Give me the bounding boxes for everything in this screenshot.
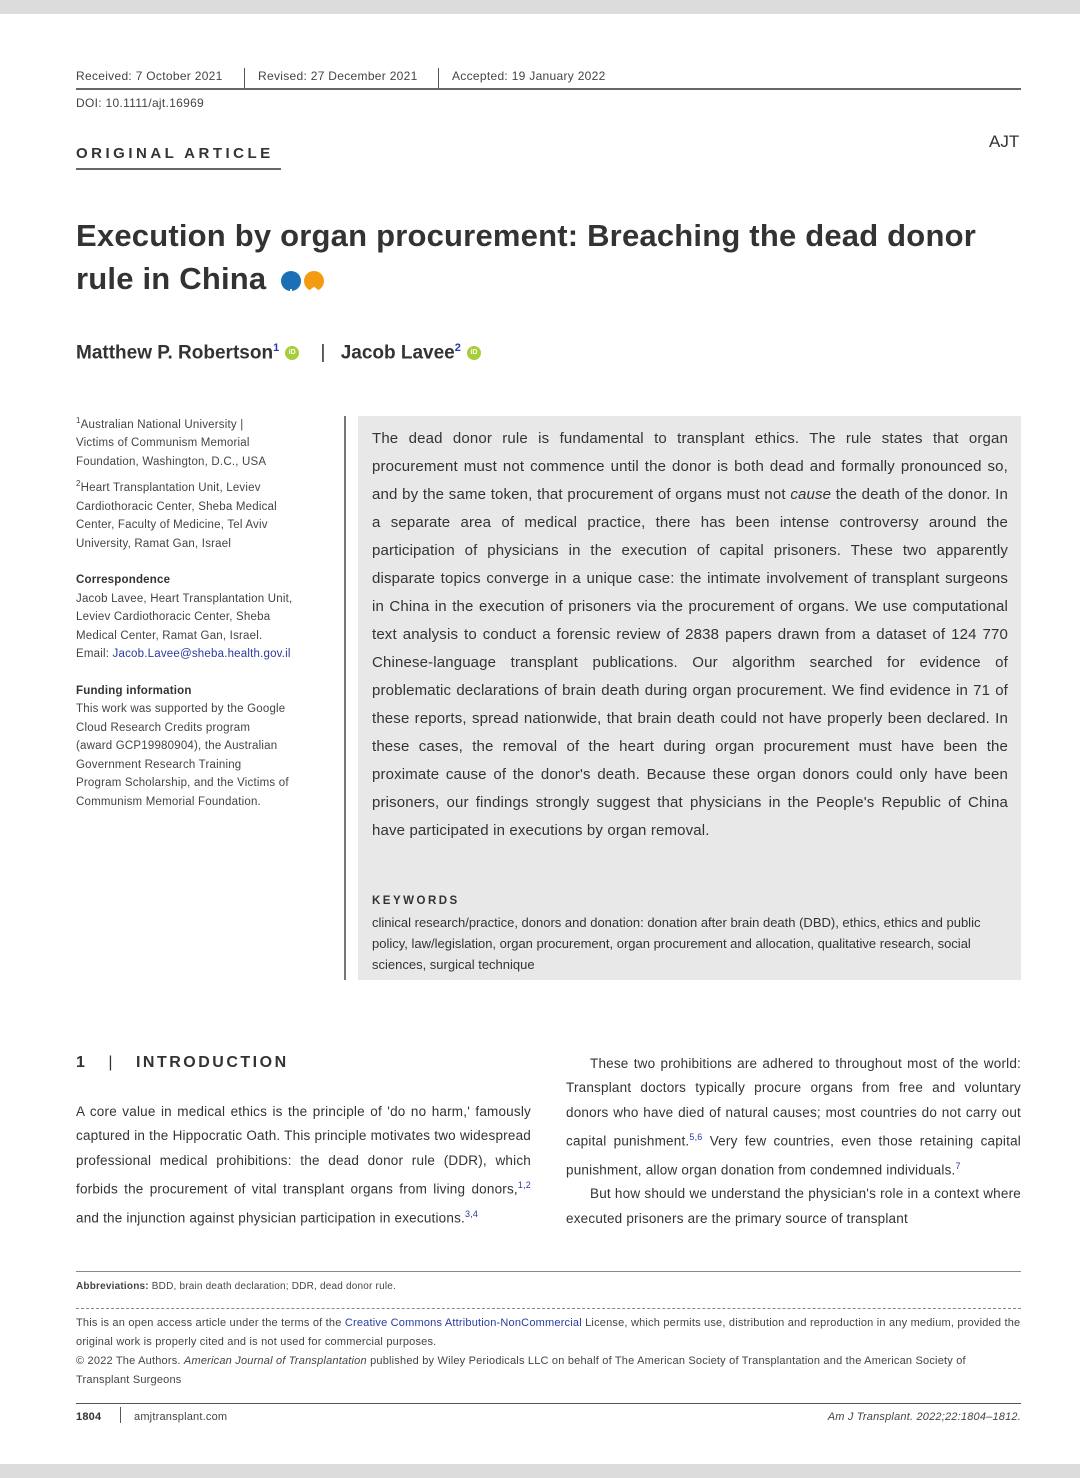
abstract-text (372, 425, 1008, 845)
funding-information (76, 682, 336, 812)
citation-ref[interactable]: 1,2 (517, 1179, 531, 1190)
abstract-accent-bar (344, 416, 346, 980)
check-for-updates-icon[interactable] (281, 271, 301, 291)
body-text: Very few countries, even those retaining capital punishment, allow organ donation from condemned individuals. (566, 1133, 1021, 1178)
body-text: and the injunction against physician participation in executions. (76, 1210, 465, 1226)
correspondence-heading: Correspondence (76, 574, 171, 587)
affiliation-sup: 2 (76, 479, 81, 489)
author-affiliation-sup: 2 (454, 342, 461, 354)
author-name[interactable]: Matthew P. Robertson (76, 342, 274, 364)
affiliations-panel (76, 412, 336, 811)
abstract-emphasis: cause (790, 486, 832, 503)
body-text: A core value in medical ethics is the principle of 'do no harm,' famously captured in the Hippocratic Oath. This principle motivates two widespread professional medical prohibitions: the dead donor rule (DDR), which forbids the procurement of vital transplant organs from living donors, (76, 1104, 531, 1197)
open-access-icon[interactable] (304, 271, 324, 291)
copyright-text: published by Wiley Periodicals LLC on behalf of The American Society of Transplantation and the American Society of Transplant Surgeons (76, 1355, 966, 1386)
correspondence (76, 571, 336, 664)
divider (438, 68, 439, 88)
body-text: These two prohibitions are adhered to throughout most of the world: Transplant doctors typically procure organs from free and voluntary donors who have died of natural causes; most countries do not carry out capital punishment. (566, 1056, 1021, 1149)
abstract-box (358, 416, 1021, 980)
revised-date: Revised: 27 December 2021 (258, 69, 418, 83)
title-line-2 (76, 257, 1026, 300)
intro-left-column (76, 1100, 531, 1230)
abbreviations-label: Abbreviations: (76, 1281, 149, 1292)
divider (244, 68, 245, 88)
title-line-2-text: rule in China (76, 261, 267, 296)
abstract-part: the death of the donor. In a separate area of medical practice, there has been intense controversy around the participation of physicians in the execution of capital prisoners. These two apparently disparate topics converge in a unique case: the intimate involvement of transplant surgeons in China in the execution of prisoners via the procurement of organs. We use computational text analysis to conduct a forensic review of 2838 papers drawn from a dataset of 124 770 Chinese-language transplant publications. Our algorithm searched for evidence of problematic declarations of brain death during organ procurement. We find evidence in 71 of these reports, spread nationwide, that brain death could not have properly been declared. In these cases, the removal of the heart during organ procurement must have been the proximate cause of the donor's death. Because these organ donors could only have been prisoners, our findings strongly suggest that physicians in the People's Republic of China have participated in executions by organ removal. (372, 486, 1008, 839)
section-title: INTRODUCTION (135, 1054, 289, 1071)
page-number: 1804 (76, 1411, 102, 1423)
section-underline (76, 168, 281, 170)
keywords: clinical research/practice, donors and donation: donation after brain death (DBD), ethics, ethics and public policy, law/legislation, organ procurement, organ procurement and allocation, qualitative research, social sciences, surgical technique (372, 915, 981, 972)
paragraph (566, 1052, 1021, 1182)
doi[interactable]: DOI: 10.1111/ajt.16969 (76, 96, 205, 110)
author-separator: | (320, 342, 326, 364)
section-label: ORIGINAL ARTICLE (76, 145, 274, 162)
affiliation-line: Cardiothoracic Center, Sheba Medical (76, 500, 277, 513)
journal-name: American Journal of Transplantation (183, 1355, 367, 1367)
license-notice (76, 1314, 1021, 1351)
funding-line: (award GCP19980904), the Australian (76, 740, 278, 753)
orcid-icon[interactable]: iD (285, 346, 299, 360)
citation-ref[interactable]: 7 (955, 1160, 961, 1171)
correspondence-line: Jacob Lavee, Heart Transplantation Unit, (76, 592, 293, 605)
email-link[interactable]: Jacob.Lavee@sheba.health.gov.il (112, 648, 291, 661)
funding-line: Government Research Training (76, 758, 242, 771)
funding-line: Program Scholarship, and the Victims of (76, 777, 289, 790)
funding-heading: Funding information (76, 684, 192, 697)
affiliation-line: University, Ramat Gan, Israel (76, 537, 232, 550)
funding-line: Communism Memorial Foundation. (76, 795, 261, 808)
author-list (76, 342, 481, 364)
paper-page (0, 14, 1080, 1464)
correspondence-line: Leviev Cardiothoracic Center, Sheba (76, 611, 271, 624)
citation: Am J Transplant. 2022;22:1804–1812. (827, 1411, 1021, 1423)
abbreviations (76, 1278, 396, 1297)
body-text: But how should we understand the physician's role in a context where executed prisoners are the primary source of transplant (566, 1186, 1021, 1226)
section-heading (76, 1054, 289, 1072)
funding-line: This work was supported by the Google (76, 703, 286, 716)
section-separator: | (108, 1054, 116, 1071)
paragraph (566, 1182, 1021, 1231)
keywords-heading: KEYWORDS (372, 895, 460, 907)
affiliation-line: Center, Faculty of Medicine, Tel Aviv (76, 519, 268, 532)
footer-rule (76, 1271, 1021, 1272)
license-text: License, which permits use, distribution and reproduction in any medium, provided the original work is properly cited and is not used for commercial purposes. (76, 1317, 1021, 1348)
abbreviations-text: BDD, brain death declaration; DDR, dead donor rule. (148, 1281, 397, 1292)
citation-ref[interactable]: 5,6 (689, 1131, 703, 1142)
affiliation-line: Australian National University | (80, 418, 244, 431)
affiliation-sup: 1 (76, 416, 81, 425)
copyright-text: © 2022 The Authors. (76, 1355, 184, 1367)
header-rule (76, 88, 1021, 90)
funding-line: Cloud Research Credits program (76, 721, 251, 734)
affiliation-line: Victims of Communism Memorial (76, 437, 250, 450)
divider (120, 1407, 121, 1423)
affiliation-1 (76, 412, 336, 471)
received-date: Received: 7 October 2021 (76, 69, 223, 83)
license-text: This is an open access article under the terms of the (76, 1317, 345, 1329)
accepted-date: Accepted: 19 January 2022 (452, 69, 606, 83)
journal-website[interactable]: amjtransplant.com (134, 1411, 228, 1423)
article-title (76, 214, 1026, 300)
dotted-divider (76, 1308, 1021, 1309)
affiliation-line: Foundation, Washington, D.C., USA (76, 455, 267, 468)
citation-ref[interactable]: 3,4 (465, 1208, 479, 1219)
correspondence-line: Medical Center, Ramat Gan, Israel. (76, 629, 263, 642)
abstract-part: The dead donor rule is fundamental to transplant ethics. The rule states that organ procurement must not commence until the donor is both dead and formally pronounced so, and by the same token, that procurement of organs must not (372, 430, 1008, 503)
title-line-1: Execution by organ procurement: Breaching the dead donor (76, 218, 976, 253)
copyright-notice (76, 1352, 1021, 1389)
orcid-icon[interactable]: iD (467, 346, 481, 360)
bottom-rule (76, 1403, 1021, 1404)
email-label: Email: (76, 648, 113, 661)
intro-right-column (566, 1052, 1021, 1231)
section-number: 1 (76, 1054, 88, 1071)
author-affiliation-sup: 1 (273, 342, 280, 354)
author-name[interactable]: Jacob Lavee (340, 342, 455, 364)
license-link[interactable]: Creative Commons Attribution-NonCommercial (344, 1317, 582, 1329)
affiliation-line: Heart Transplantation Unit, Leviev (80, 482, 261, 495)
journal-abbrev: AJT (989, 132, 1020, 151)
affiliation-2 (76, 475, 336, 553)
